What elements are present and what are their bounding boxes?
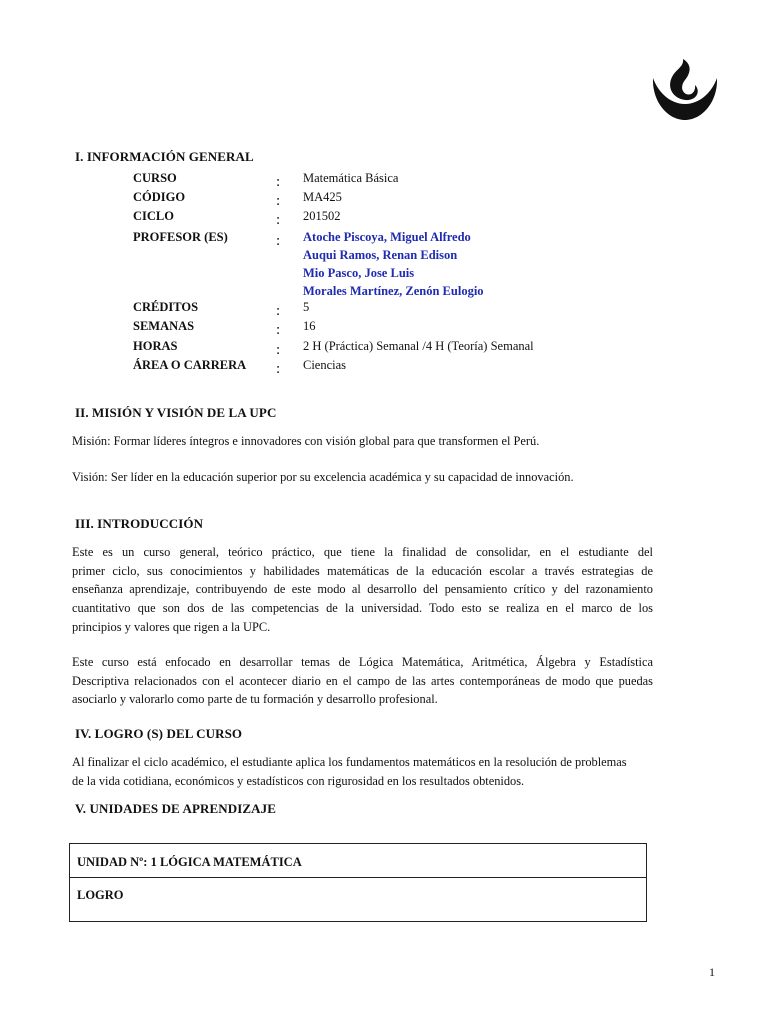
text-line: de la vida cotidiana, económicos y estadísticos con rigurosidad en los resultados obtenidos. xyxy=(72,773,525,788)
info-value: 201502 xyxy=(303,209,341,223)
info-label: CICLO xyxy=(133,209,174,223)
professor-name: Auqui Ramos, Renan Edison xyxy=(303,248,458,262)
info-colon: : xyxy=(276,322,281,338)
info-value: 2 H (Práctica) Semanal /4 H (Teoría) Semanal xyxy=(303,339,534,353)
professor-name: Morales Martínez, Zenón Eulogio xyxy=(303,284,484,298)
text-line: principios y valores que rigen a la UPC. xyxy=(72,619,271,634)
text-line: asociarlo y valorarlo como parte de tu formación y desarrollo profesional. xyxy=(72,692,438,707)
section-heading-introduccion: III. INTRODUCCIÓN xyxy=(75,516,204,531)
table-divider xyxy=(70,877,646,878)
info-value: MA425 xyxy=(303,190,342,204)
text-line: enseñanza aprendizaje, contribuyendo de este modo al desarrollo del pensamiento crítico y del razonamiento xyxy=(72,582,653,597)
info-label: CRÉDITOS xyxy=(133,300,199,314)
section-heading-unidades: V. UNIDADES DE APRENDIZAJE xyxy=(75,801,277,816)
info-colon: : xyxy=(276,361,281,377)
info-value: 16 xyxy=(303,319,316,333)
text-line: primer ciclo, sus conocimientos y habilidades matemáticas de la educación escolar a través estrategias de xyxy=(72,563,653,578)
info-colon: : xyxy=(276,212,281,228)
section-heading-mision-vision: II. MISIÓN Y VISIÓN DE LA UPC xyxy=(75,405,277,420)
mision-text: Misión: Formar líderes íntegros e innovadores con visión global para que transformen el Perú. xyxy=(72,434,540,448)
text-line: Descriptiva relacionados con el acontecer diario en el campo de las artes contemporáneas de modo que puedas xyxy=(72,673,653,688)
info-value: 5 xyxy=(303,300,310,314)
info-label: CÓDIGO xyxy=(133,190,186,204)
upc-flame-logo-icon xyxy=(650,58,720,122)
professor-name: Mio Pasco, Jose Luis xyxy=(303,266,415,280)
logro-label: LOGRO xyxy=(77,888,124,902)
introduccion-paragraph-2 xyxy=(72,653,653,709)
text-line: Este es un curso general, teórico práctico, que tiene la finalidad de consolidar, en el estudiante del xyxy=(72,545,653,559)
text-line: Este curso está enfocado en desarrollar temas de Lógica Matemática, Aritmética, Álgebra y Estadística xyxy=(72,655,653,669)
vision-text: Visión: Ser líder en la educación superior por su excelencia académica y su capacidad de innovación. xyxy=(72,470,574,484)
info-colon: : xyxy=(276,342,281,358)
info-colon: : xyxy=(276,174,281,190)
text-line: Al finalizar el ciclo académico, el estudiante aplica los fundamentos matemáticos en la resolución de problemas xyxy=(72,755,627,769)
introduccion-paragraph-1 xyxy=(72,543,653,637)
info-label: HORAS xyxy=(133,339,178,353)
unit-table xyxy=(69,843,647,922)
info-label: ÁREA O CARRERA xyxy=(133,358,247,372)
info-label: SEMANAS xyxy=(133,319,195,333)
info-label: PROFESOR (ES) xyxy=(133,230,228,244)
info-colon: : xyxy=(276,233,281,249)
professor-name: Atoche Piscoya, Miguel Alfredo xyxy=(303,230,471,244)
page-number: 1 xyxy=(709,965,715,979)
info-colon: : xyxy=(276,193,281,209)
info-value: Matemática Básica xyxy=(303,171,399,185)
section-heading-informacion-general: I. INFORMACIÓN GENERAL xyxy=(75,149,254,164)
info-label: CURSO xyxy=(133,171,177,185)
info-value: Ciencias xyxy=(303,358,347,372)
unit-title: UNIDAD Nº: 1 LÓGICA MATEMÁTICA xyxy=(77,855,302,869)
text-line: cuantitativo que son dos de las competencias de la universidad. Todo esto se realiza en el marco de los xyxy=(72,601,653,616)
logro-curso-text xyxy=(72,753,653,790)
section-heading-logro-curso: IV. LOGRO (S) DEL CURSO xyxy=(75,726,243,741)
info-colon: : xyxy=(276,303,281,319)
